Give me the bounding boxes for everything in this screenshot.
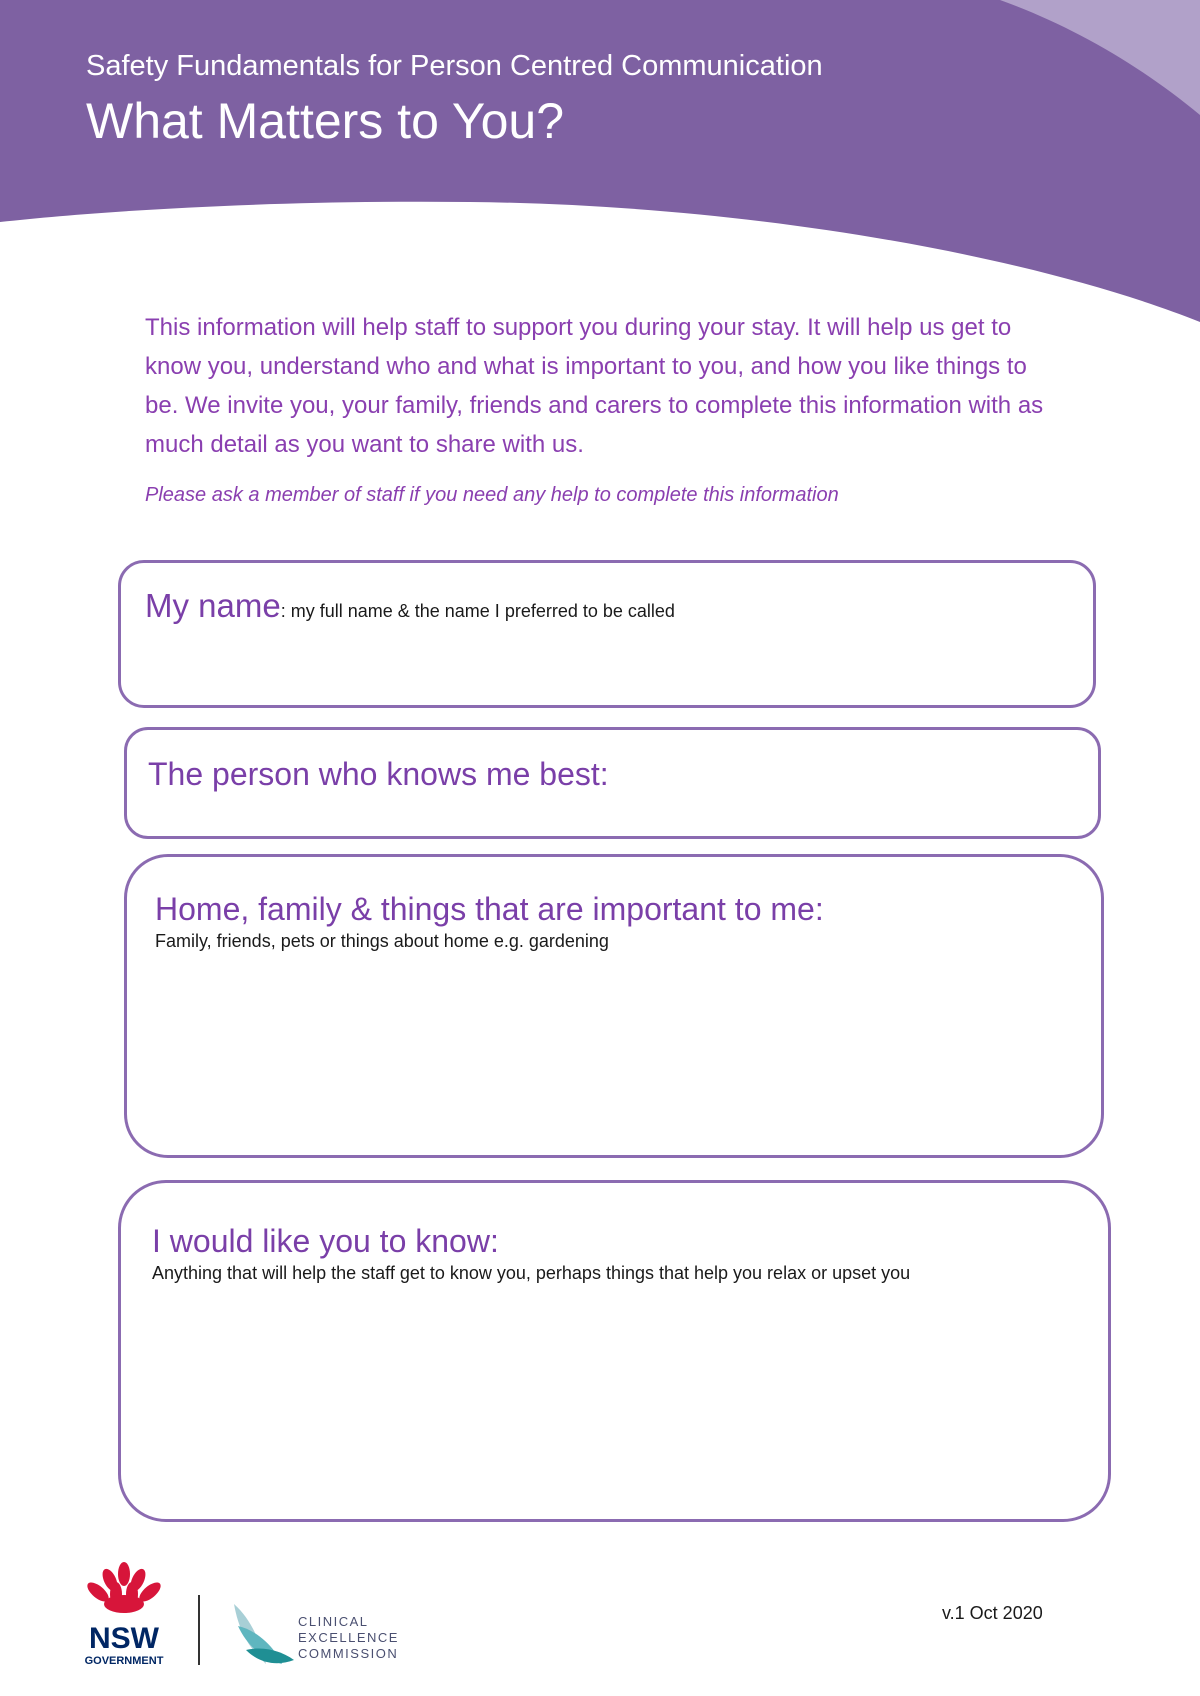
version-label: v.1 Oct 2020 — [942, 1603, 1043, 1623]
waratah-icon — [84, 1562, 164, 1613]
help-note: Please ask a member of staff if you need any help to complete this information — [145, 484, 839, 506]
cec-line-3: COMMISSION — [298, 1646, 399, 1661]
cec-leaf-icon — [226, 1596, 296, 1666]
my-name-hint: : my full name & the name I preferred to be called — [280, 601, 675, 621]
header-subtitle: Safety Fundamentals for Person Centred Communication — [86, 50, 823, 82]
would-like-to-know-heading: I would like you to know: — [152, 1223, 499, 1259]
nsw-government-wordmark: GOVERNMENT — [84, 1655, 164, 1667]
home-family-hint: Family, friends, pets or things about home e.g. gardening — [155, 931, 609, 951]
my-name-box[interactable] — [118, 560, 1096, 708]
header-wave — [0, 0, 1200, 322]
would-like-to-know-hint: Anything that will help the staff get to know you, perhaps things that help you relax or upset you — [152, 1263, 911, 1283]
my-name-heading: My name — [145, 587, 281, 624]
cec-wordmark — [298, 1614, 399, 1662]
person-knows-best-heading: The person who knows me best: — [148, 756, 609, 792]
cec-line-1: CLINICAL — [298, 1614, 369, 1629]
home-family-box[interactable] — [124, 854, 1104, 1158]
cec-line-2: EXCELLENCE — [298, 1630, 399, 1645]
person-knows-best-box[interactable] — [124, 727, 1101, 839]
home-family-heading: Home, family & things that are important to me: — [155, 891, 824, 927]
would-like-to-know-box[interactable] — [118, 1180, 1111, 1522]
nsw-government-logo — [74, 1560, 174, 1670]
nsw-wordmark: NSW — [89, 1622, 159, 1655]
page-title: What Matters to You? — [86, 93, 565, 149]
footer-divider — [198, 1595, 200, 1665]
intro-paragraph: This information will help staff to support you during your stay. It will help us get to know you, understand who and what is important to you, and how you like things to be. We invite you, your family, friends and carers to complete this information with as much detail as you want to share with us. — [145, 314, 1044, 458]
